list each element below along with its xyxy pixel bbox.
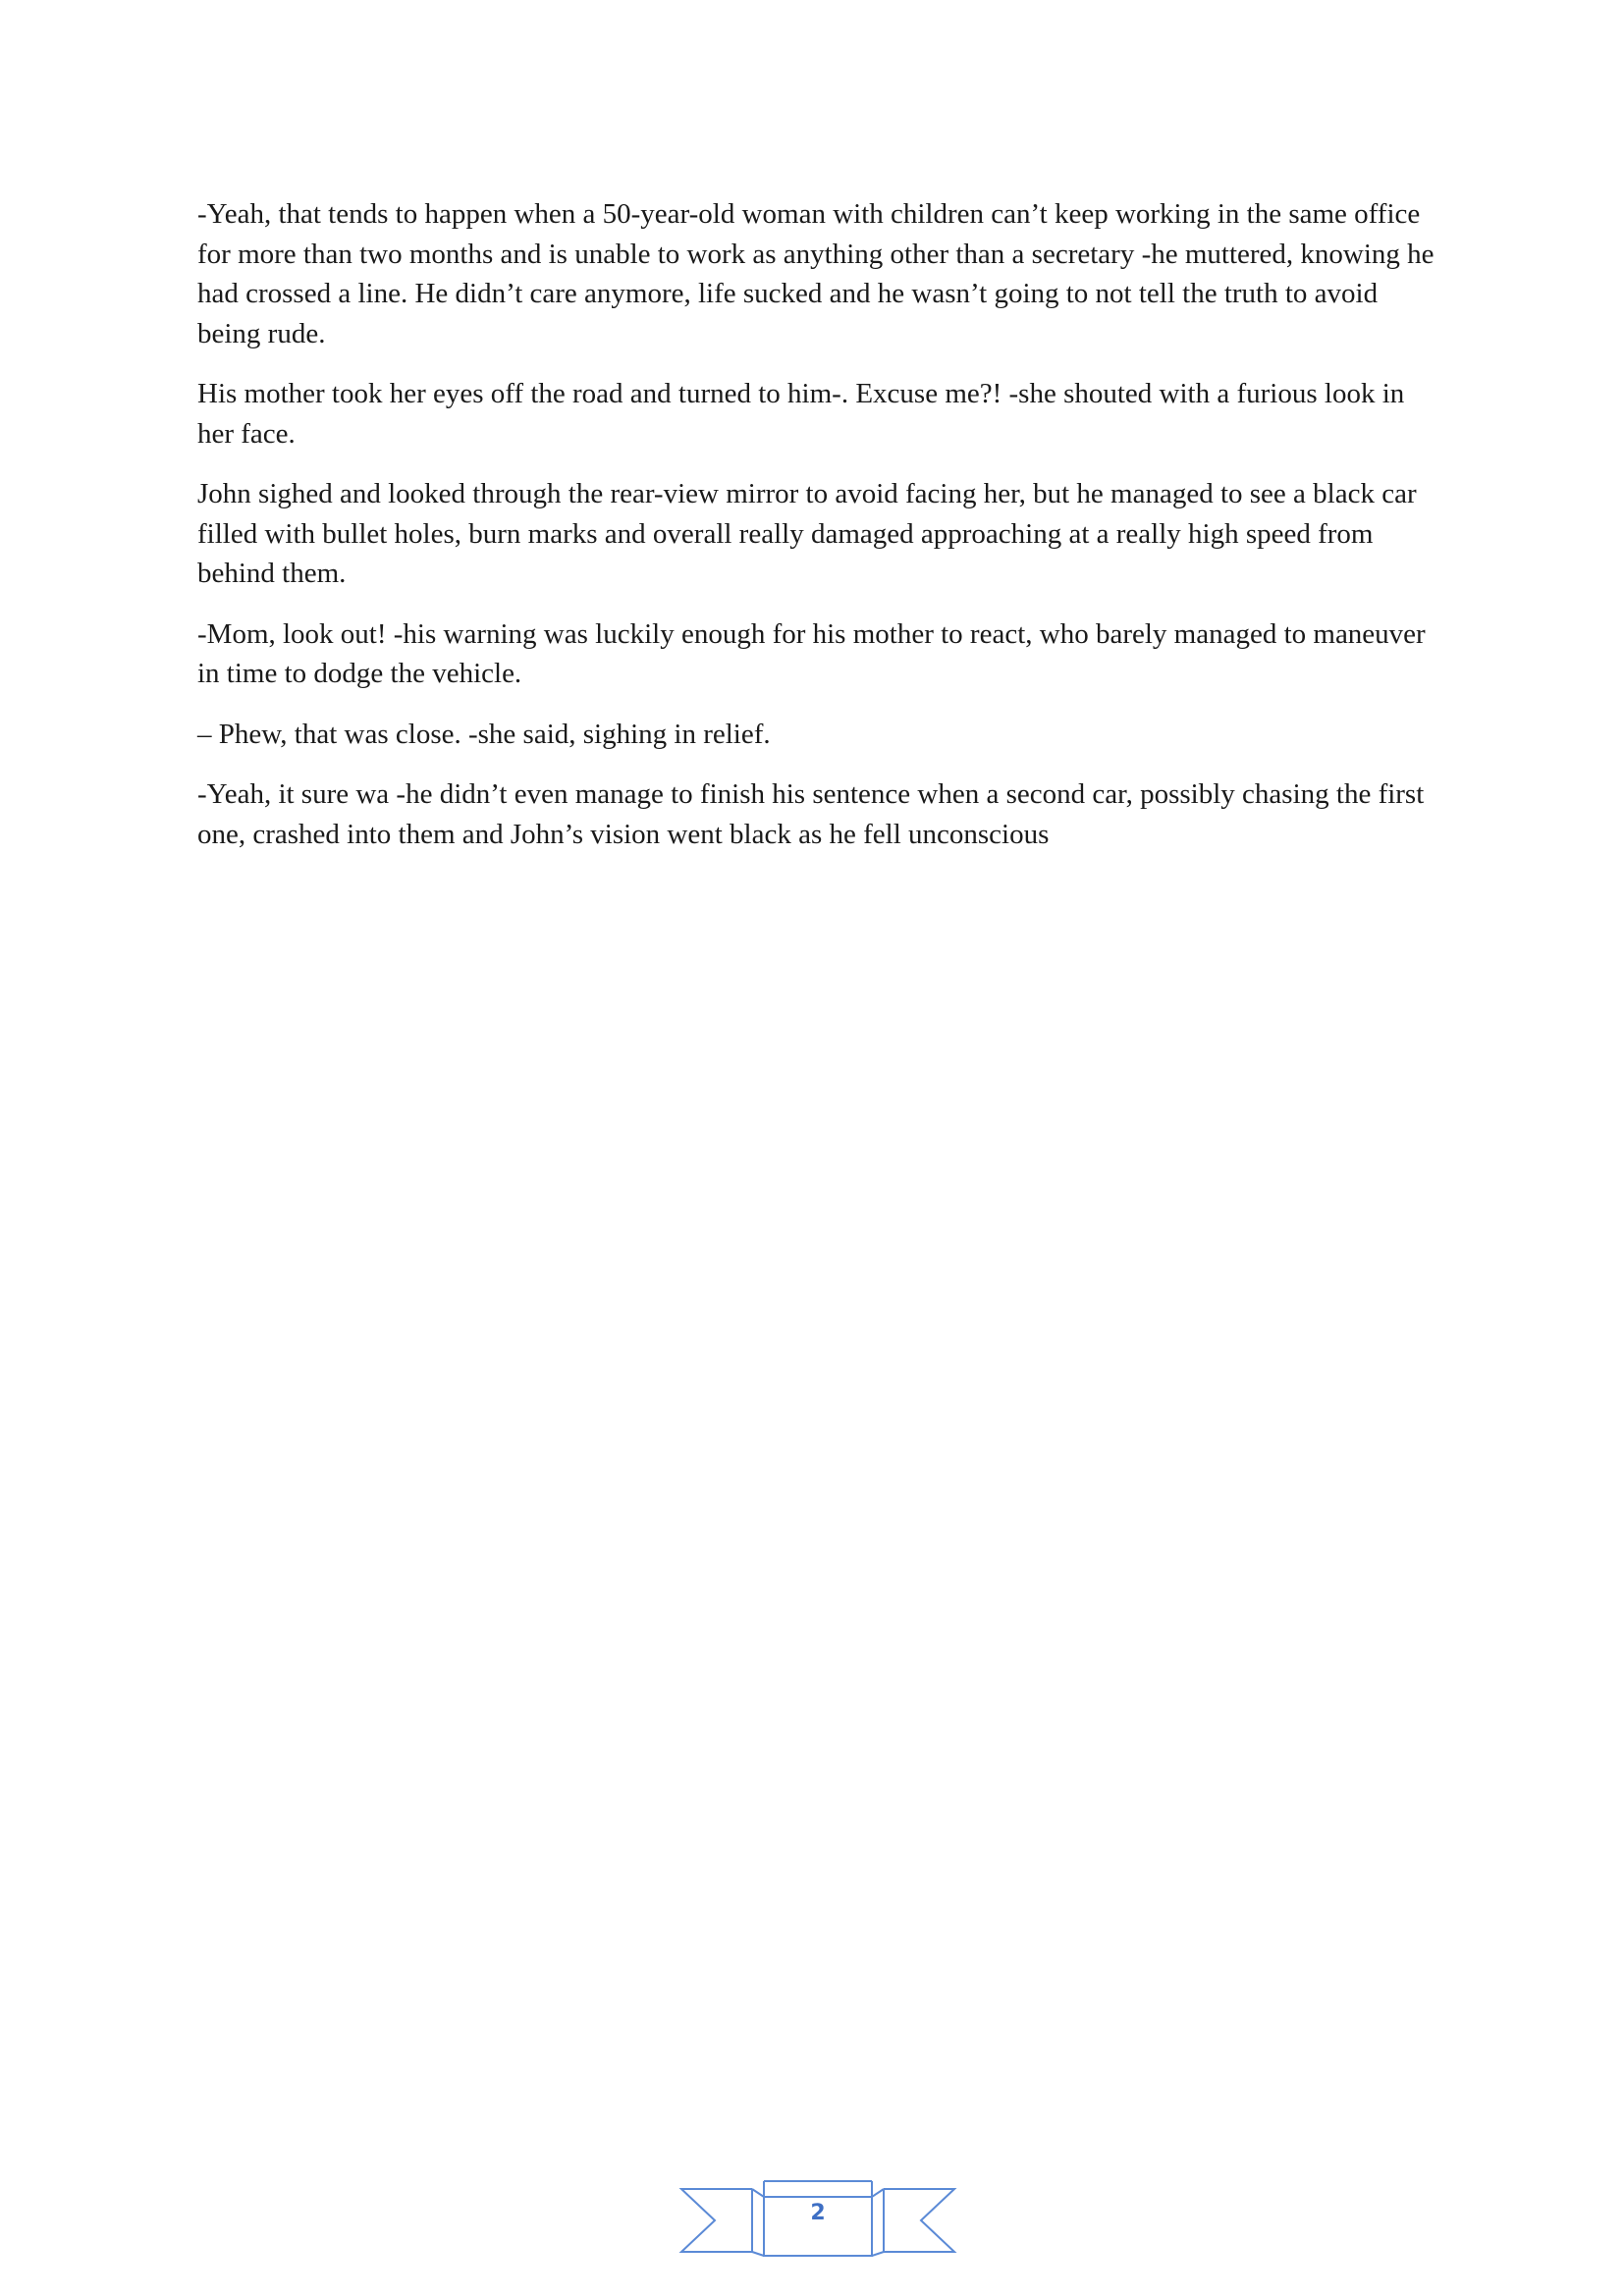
paragraph-6: -Yeah, it sure wa -he didn’t even manage to finish his sentence when a second car, possibly chasing the first one, crashed into them and John’s vision went black as he fell unconscious xyxy=(197,778,1425,850)
paragraph-5: – Phew, that was close. -she said, sighing in relief. xyxy=(197,718,771,750)
paragraph-2: His mother took her eyes off the road and turned to him-. Excuse me?! -she shouted with a furious look in her face. xyxy=(197,378,1405,450)
page-number-ribbon xyxy=(676,2177,960,2260)
paragraph-1: -Yeah, that tends to happen when a 50-year-old woman with children can’t keep working in the same office for more than two months and is unable to work as anything other than a secretary -he muttered, knowing he had crossed a line. He didn’t care anymore, life sucked and he wasn’t going to not tell the truth to avoid being rude. xyxy=(197,198,1435,349)
page-number: 2 xyxy=(810,2201,826,2225)
document-body xyxy=(197,194,1439,875)
paragraph-3: John sighed and looked through the rear-view mirror to avoid facing her, but he managed to see a black car filled with bullet holes, burn marks and overall really damaged approaching at a really high speed from behind them. xyxy=(197,478,1417,589)
paragraph-4: -Mom, look out! -his warning was luckily enough for his mother to react, who barely managed to maneuver in time to dodge the vehicle. xyxy=(197,617,1426,689)
